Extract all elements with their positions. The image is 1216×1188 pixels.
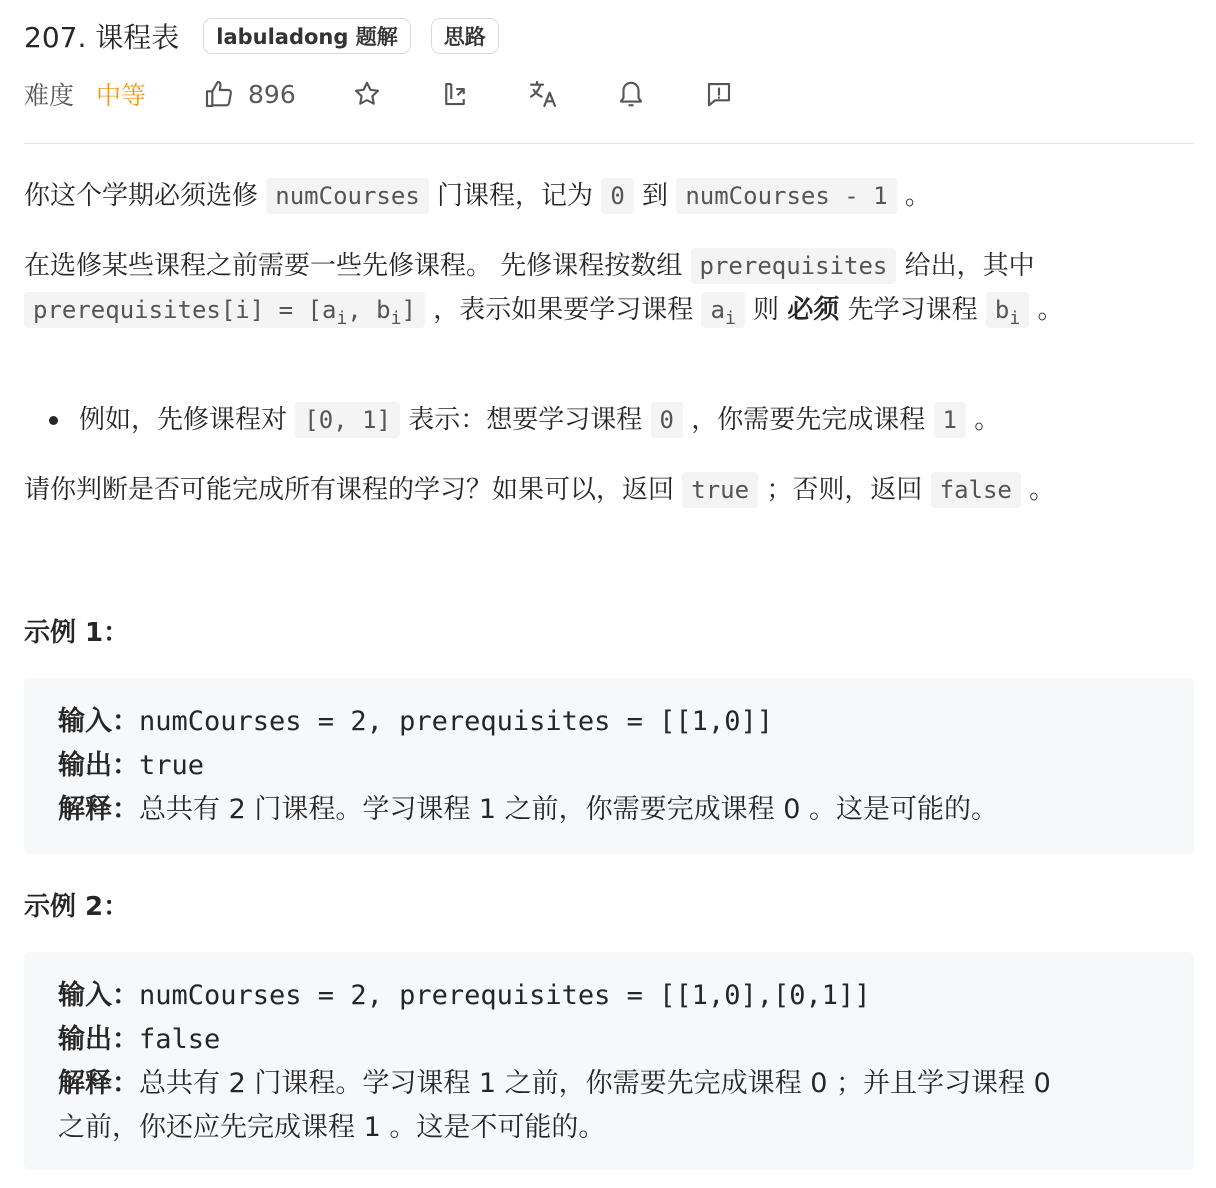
like-count: 896 — [248, 79, 296, 109]
code-text: prerequisites[i] = [a — [33, 296, 337, 324]
text: ；否则，返回 — [766, 475, 923, 505]
title-row — [24, 14, 519, 58]
inline-code: 0 — [601, 178, 633, 214]
bullet-dot — [49, 416, 58, 425]
explain-text: 总共有 2 门课程。学习课程 1 之前，你需要完成课程 0 。这是可能的。 — [139, 794, 999, 825]
description-paragraph-3 — [24, 468, 1174, 512]
tag-idea[interactable]: 思路 — [431, 18, 499, 54]
example-1-box — [24, 678, 1194, 854]
input-value: numCourses = 2, prerequisites = [[1,0],[0,1]] — [139, 980, 871, 1011]
text: ，表示如果要学习课程 — [433, 295, 694, 325]
code-text: b — [994, 296, 1010, 324]
problem-title: 207. 课程表 — [24, 21, 180, 54]
example-2-explanation — [58, 1062, 1051, 1106]
example-2-input — [58, 974, 871, 1018]
text: 。 — [904, 181, 931, 211]
subscript: i — [724, 307, 736, 329]
like-button[interactable] — [202, 77, 296, 111]
bold-text: 必须 — [787, 295, 840, 325]
text: 。 — [1037, 295, 1064, 325]
example-1-output — [58, 744, 204, 788]
example-1-input — [58, 700, 773, 744]
text: 。 — [974, 405, 1001, 435]
code-text: ] — [401, 296, 416, 324]
example-2-output — [58, 1018, 220, 1062]
text: 例如，先修课程对 — [79, 405, 288, 435]
input-label: 输入： — [58, 980, 139, 1011]
text: 请你判断是否可能完成所有课程的学习？如果可以，返回 — [24, 475, 675, 505]
text: 你这个学期必须选修 — [24, 181, 259, 211]
text: ，你需要先完成课程 — [691, 405, 926, 435]
difficulty-value: 中等 — [96, 81, 147, 110]
feedback-icon[interactable] — [702, 77, 736, 111]
meta-toolbar — [24, 72, 736, 116]
bell-icon[interactable] — [614, 77, 648, 111]
example-1-explanation — [58, 788, 998, 832]
output-value: true — [139, 750, 205, 781]
explain-label: 解释： — [58, 794, 139, 825]
explain-text: 之前，你还应先完成课程 1 。这是不可能的。 — [58, 1112, 606, 1143]
text: 先学习课程 — [847, 295, 978, 325]
tag-labuladong-solution[interactable]: labuladong 题解 — [203, 18, 410, 54]
text: 给出，其中 — [904, 251, 1035, 281]
inline-code: 0 — [651, 402, 683, 438]
example-bullet-list — [79, 398, 1000, 442]
description-paragraph-2 — [24, 244, 1154, 341]
input-label: 输入： — [58, 706, 139, 737]
text: 表示：想要学习课程 — [408, 405, 643, 435]
inline-code: 1 — [934, 402, 966, 438]
explain-label: 解释： — [58, 1068, 139, 1099]
output-label: 输出： — [58, 1024, 139, 1055]
code-text: , b — [347, 296, 391, 324]
inline-code — [986, 292, 1029, 328]
example-2-explanation-cont — [58, 1106, 605, 1150]
share-icon[interactable] — [438, 77, 472, 111]
star-icon[interactable] — [350, 77, 384, 111]
inline-code: numCourses - 1 — [676, 178, 896, 214]
inline-code: numCourses — [266, 178, 429, 214]
subscript: i — [1009, 307, 1021, 329]
subscript: i — [390, 307, 402, 329]
explain-text: 总共有 2 门课程。学习课程 1 之前，你需要先完成课程 0 ；并且学习课程 0 — [139, 1068, 1051, 1099]
code-text: a — [710, 296, 725, 324]
text: 。 — [1029, 475, 1056, 505]
text: 在选修某些课程之前需要一些先修课程。 先修课程按数组 — [24, 251, 683, 281]
inline-code — [24, 292, 425, 328]
example-2-title: 示例 2： — [24, 892, 130, 922]
header-divider — [24, 143, 1194, 144]
thumbs-up-icon — [202, 77, 236, 111]
translate-icon[interactable] — [526, 77, 560, 111]
input-value: numCourses = 2, prerequisites = [[1,0]] — [139, 706, 773, 737]
inline-code — [701, 292, 744, 328]
description-paragraph-1 — [24, 174, 1174, 218]
inline-code: prerequisites — [691, 248, 897, 284]
example-2-box — [24, 952, 1194, 1170]
difficulty-label: 难度 — [24, 81, 75, 110]
subscript: i — [336, 307, 348, 329]
text: 门课程，记为 — [437, 181, 594, 211]
output-value: false — [139, 1024, 221, 1055]
example-1-title: 示例 1： — [24, 618, 130, 648]
inline-code: [0, 1] — [295, 402, 400, 438]
inline-code: true — [682, 472, 758, 508]
text: 到 — [642, 181, 669, 211]
text: 则 — [753, 295, 780, 325]
output-label: 输出： — [58, 750, 139, 781]
inline-code: false — [931, 472, 1021, 508]
